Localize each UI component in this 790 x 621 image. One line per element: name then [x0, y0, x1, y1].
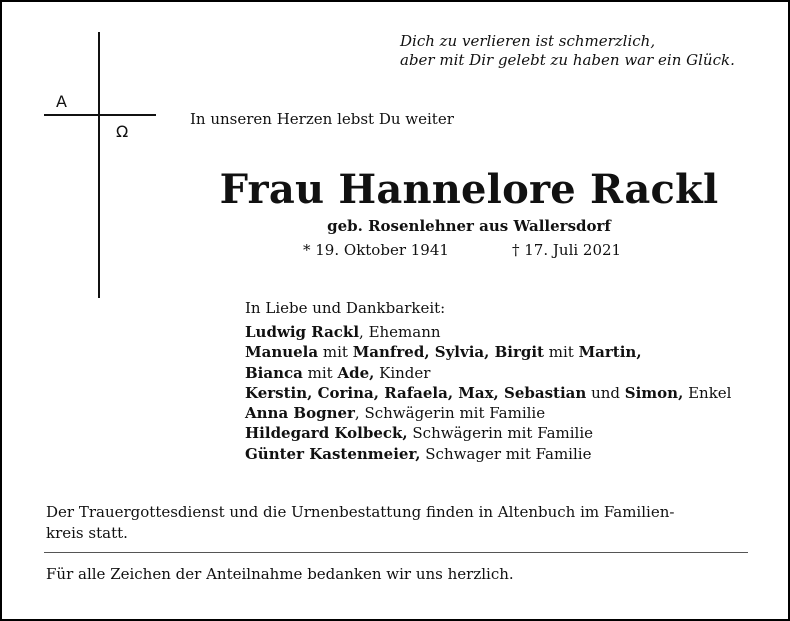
deceased-name: Frau Hannelore Rackl	[219, 166, 719, 213]
service-line: Der Trauergottesdienst und die Urnenbestattung finden in Altenbuch im Familien-	[46, 503, 675, 521]
mourner-relation: mit	[318, 343, 353, 362]
mourner-name: Simon,	[624, 383, 684, 402]
maiden-name-origin: geb. Rosenlehner aus Wallersdorf	[327, 217, 611, 235]
omega-symbol-icon: Ω	[116, 122, 129, 141]
mourner-name: Ludwig Rackl	[245, 323, 360, 341]
mourner-line	[245, 423, 731, 443]
mourner-relation: , Schwägerin mit Familie	[354, 404, 546, 423]
mourner-name: Günter Kastenmeier,	[245, 444, 421, 463]
mourner-name: Manfred, Sylvia, Birgit	[352, 343, 544, 362]
mourners-list	[245, 322, 731, 464]
mourner-name: Bianca	[245, 363, 303, 382]
mourner-line	[245, 403, 731, 423]
birth-date: * 19. Oktober 1941	[303, 241, 449, 259]
mourner-name: Hildegard Kolbeck,	[245, 424, 408, 443]
quote-line: Dich zu verlieren ist schmerzlich,	[400, 32, 656, 50]
divider	[44, 552, 748, 553]
mourner-name: Kerstin, Corina, Rafaela, Max, Sebastian	[245, 383, 587, 402]
death-date: † 17. Juli 2021	[512, 241, 622, 259]
mourner-relation: , Ehemann	[359, 323, 441, 341]
mourner-relation: Schwägerin mit Familie	[407, 424, 594, 443]
mourner-name: Ade,	[337, 363, 375, 382]
mourner-line	[245, 363, 731, 383]
mourner-line	[245, 342, 731, 362]
service-line: kreis statt.	[46, 524, 128, 542]
cross-icon-horizontal-bar	[44, 114, 156, 116]
mourner-line	[245, 383, 731, 403]
quote	[400, 32, 735, 70]
thanks-text: Für alle Zeichen der Anteilnahme bedanken wir uns herzlich.	[46, 565, 514, 583]
mourner-relation: Enkel	[683, 383, 732, 402]
quote-line: aber mit Dir gelebt zu haben war ein Glück.	[400, 51, 735, 69]
mourner-name: Anna Bogner	[245, 404, 355, 423]
mourner-relation: Schwager mit Familie	[420, 444, 592, 463]
service-info	[46, 502, 674, 544]
mourner-relation: und	[586, 383, 625, 402]
cross-icon-vertical-bar	[98, 32, 100, 298]
mourner-relation: mit	[543, 343, 579, 362]
mourner-name: Manuela	[245, 343, 319, 362]
mourner-line	[245, 444, 731, 464]
mourner-relation: mit	[302, 363, 338, 382]
mourner-line	[245, 322, 731, 342]
alpha-symbol-icon: A	[56, 92, 67, 111]
mourner-name: Martin,	[578, 343, 642, 362]
mourners-intro: In Liebe und Dankbarkeit:	[245, 299, 446, 317]
intro-text: In unseren Herzen lebst Du weiter	[190, 110, 454, 128]
mourner-relation: Kinder	[374, 363, 431, 382]
